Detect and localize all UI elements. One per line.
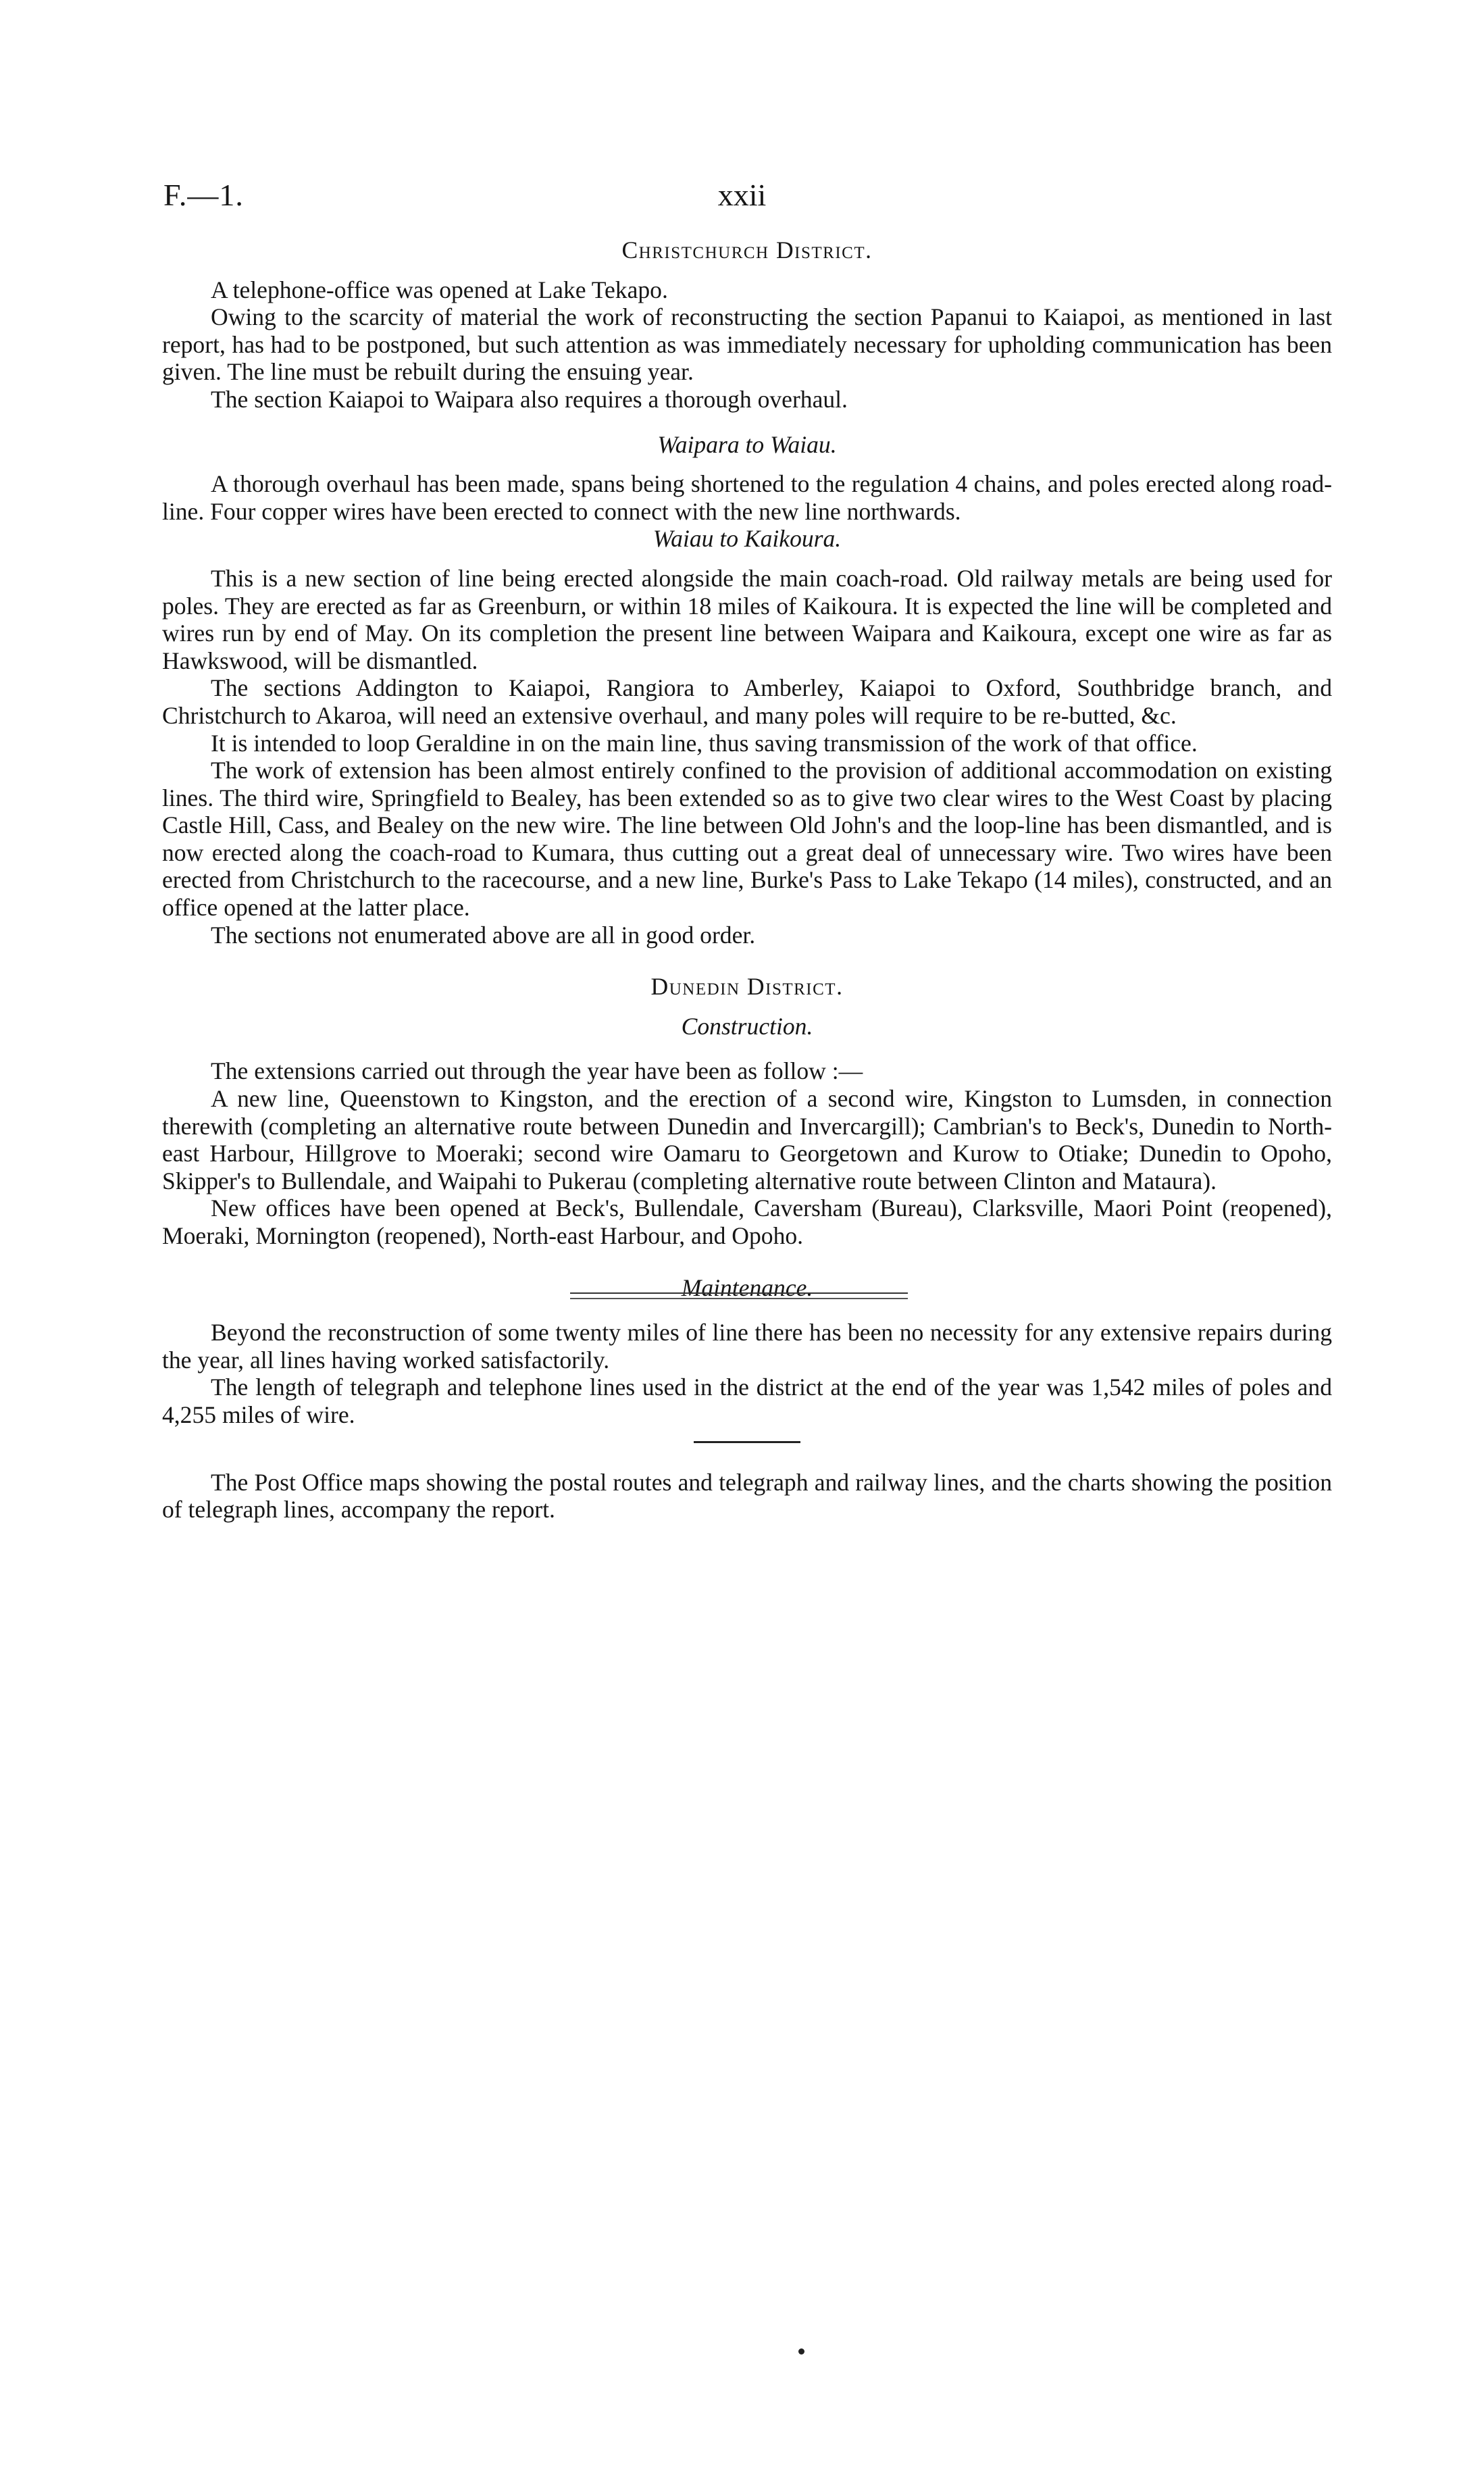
report-reference: F.—1.: [163, 178, 244, 212]
paragraph: A telephone-office was opened at Lake Tekapo.: [211, 276, 668, 303]
page-number: xxii: [717, 178, 767, 212]
page-mark: [798, 2348, 804, 2355]
paragraph: A new line, Queenstown to Kingston, and the erection of a second wire, Kingston to Lumsden, in connection therewith (completing an alternative route between Dunedin and Invercargill); Cambrian's to Beck's, Dunedin to North-east Harbour, Hillgrove to Moeraki; second wire Oamaru to Georgetown and Kurow to Otiake; Dunedin to Opoho, Skipper's to Bullendale, and Waipahi to Pukerau (completing alternative route between Clinton and Mataura).: [162, 1085, 1332, 1194]
maintenance-subheading: Maintenance.: [681, 1274, 813, 1301]
body-text: [162, 236, 1332, 1524]
paragraph: It is intended to loop Geraldine in on the main line, thus saving transmission of the work of that office.: [211, 729, 1198, 757]
closing-paragraph: The Post Office maps showing the postal routes and telegraph and railway lines, and the charts showing the position of telegraph lines, accompany the report.: [162, 1468, 1332, 1524]
paragraph: The section Kaiapoi to Waipara also requires a thorough overhaul.: [211, 385, 848, 413]
paragraph: Beyond the reconstruction of some twenty miles of line there has been no necessity for any extensive repairs during the year, all lines having worked satisfactorily.: [162, 1319, 1332, 1374]
end-divider: [570, 1292, 908, 1299]
paragraph: The work of extension has been almost entirely confined to the provision of additional accommodation on existing lines. The third wire, Springfield to Bealey, has been extended so as to give two clear wires to the West Coast by placing Castle Hill, Cass, and Bealey on the new wire. The line between Old John's and the loop-line has been dismantled, and is now erected along the coach-road to Kumara, thus cutting out a great deal of unnecessary wire. Two wires have been erected from Christchurch to the racecourse, and a new line, Burke's Pass to Lake Tekapo (14 miles), constructed, and an office opened at the latter place.: [162, 757, 1332, 922]
paragraph: Owing to the scarcity of material the work of reconstructing the section Papanui to Kaiapoi, as mentioned in last report, has had to be postponed, but such attention as was immediately necessary for upholding communication has been given. The line must be rebuilt during the ensuing year.: [162, 303, 1332, 386]
paragraph: The extensions carried out through the year have been as follow :—: [211, 1057, 863, 1085]
paragraph: The sections Addington to Kaiapoi, Rangiora to Amberley, Kaiapoi to Oxford, Southbridge branch, and Christchurch to Akaroa, will need an extensive overhaul, and many poles will require to be re-butted, &c.: [162, 674, 1332, 729]
section-divider: [694, 1441, 800, 1443]
christchurch-district-heading: Christchurch District.: [621, 236, 873, 263]
dunedin-district-heading: Dunedin District.: [650, 973, 844, 1001]
waipara-waiau-subheading: Waipara to Waiau.: [657, 430, 837, 458]
construction-subheading: Construction.: [681, 1012, 813, 1040]
waiau-kaikoura-subheading: Waiau to Kaikoura.: [653, 525, 842, 553]
paragraph: A thorough overhaul has been made, spans being shortened to the regulation 4 chains, and poles erected along road-line. Four copper wires have been erected to connect with the new line northwards.: [162, 470, 1332, 525]
paragraph: This is a new section of line being erected alongside the main coach-road. Old railway metals are being used for poles. They are erected as far as Greenburn, or within 18 miles of Kaikoura. It is expected the line will be completed and wires run by end of May. On its completion the present line between Waipara and Kaikoura, except one wire as far as Hawkswood, will be dismantled.: [162, 564, 1332, 674]
paragraph: The sections not enumerated above are all in good order.: [211, 921, 756, 949]
paragraph: New offices have been opened at Beck's, Bullendale, Caversham (Bureau), Clarksville, Maori Point (reopened), Moeraki, Mornington (reopened), North-east Harbour, and Opoho.: [162, 1194, 1332, 1249]
paragraph: The length of telegraph and telephone lines used in the district at the end of the year was 1,542 miles of poles and 4,255 miles of wire.: [162, 1374, 1332, 1428]
